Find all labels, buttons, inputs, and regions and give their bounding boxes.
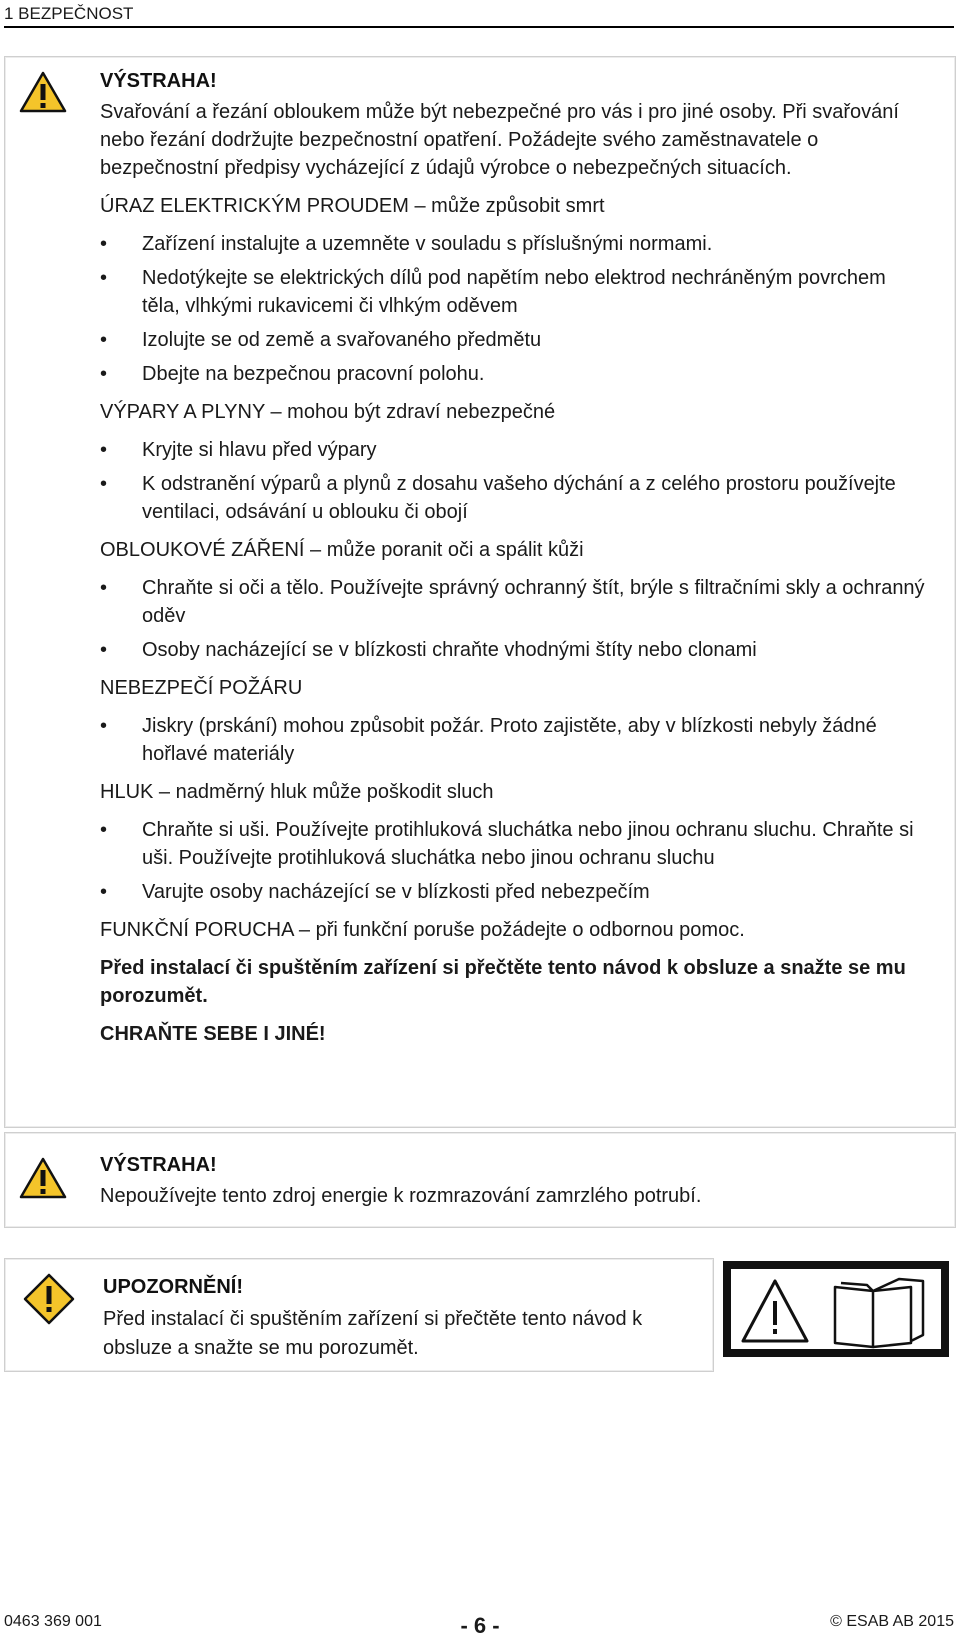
list-item: • Varujte osoby nacházející se v blízkosti před nebezpečím [100, 881, 650, 903]
warning-box-main [4, 56, 956, 1128]
warning-triangle-icon [19, 1157, 67, 1199]
read-manual-text: Před instalací či spuštěním zařízení si přečtěte tento návod k obsluze a snažte se mu porozumět. [100, 957, 906, 1007]
noise-list [100, 816, 929, 906]
caution-content [103, 1273, 687, 1363]
warning-box-pipes [4, 1132, 956, 1228]
fumes-heading: VÝPARY A PLYNY – mohou být zdraví nebezpečné [100, 401, 556, 423]
read-manual-sign-icon [723, 1261, 949, 1357]
warning-intro: Svařování a řezání obloukem může být nebezpečné pro vás i pro jiné osoby. Při svařování nebo řezání dodržujte bezpečnostní opatření. Požádejte svého zaměstnavatele o bezpečnostní předpisy vycházející z údajů výrobce o nebezpečných situacích. [100, 101, 899, 179]
fire-heading: NEBEZPEČÍ POŽÁRU [100, 677, 303, 699]
arc-heading: OBLOUKOVÉ ZÁŘENÍ – může poranit oči a spálit kůži [100, 539, 584, 561]
list-item: • Chraňte si oči a tělo. Používejte správný ochranný štít, brýle s filtračními skly a ochranný oděv [100, 577, 925, 627]
warning-content [100, 67, 929, 1048]
caution-diamond-icon [23, 1273, 75, 1325]
warning-title: VÝSTRAHA! [100, 1154, 217, 1176]
fumes-list [100, 436, 929, 526]
caution-title: UPOZORNĚNÍ! [103, 1276, 243, 1298]
list-item: • Izolujte se od země a svařovaného předmětu [100, 329, 542, 351]
warning-triangle-icon [19, 71, 67, 113]
list-item: • Osoby nacházející se v blízkosti chraňte vhodnými štíty nebo clonami [100, 639, 757, 661]
malfunction-text: FUNKČNÍ PORUCHA – při funkční poruše požádejte o odbornou pomoc. [100, 919, 745, 941]
page-number: - 6 - [460, 1613, 500, 1638]
copyright: © ESAB AB 2015 [830, 1613, 954, 1630]
list-item: • Dbejte na bezpečnou pracovní polohu. [100, 363, 485, 385]
list-item: • Chraňte si uši. Používejte protihluková sluchátka nebo jinou ochranu sluchu. Chraňte si uši. Používejte protihluková sluchátka nebo jinou ochranu sluchu [100, 819, 914, 869]
warning-title: VÝSTRAHA! [100, 70, 217, 92]
warning-pipes-text: Nepoužívejte tento zdroj energie k rozmrazování zamrzlého potrubí. [100, 1185, 702, 1207]
arc-list [100, 574, 929, 664]
electric-heading: ÚRAZ ELEKTRICKÝM PROUDEM – může způsobit smrt [100, 195, 605, 217]
caution-text: Před instalací či spuštěním zařízení si přečtěte tento návod k obsluze a snažte se mu porozumět. [103, 1308, 643, 1359]
noise-heading: HLUK – nadměrný hluk může poškodit sluch [100, 781, 494, 803]
list-item: • Nedotýkejte se elektrických dílů pod napětím nebo elektrod nechráněným povrchem těla, vlhkými rukavicemi či vlhkým oděvem [100, 267, 886, 317]
fire-list [100, 712, 929, 768]
electric-list [100, 230, 929, 388]
list-item: • Jiskry (prskání) mohou způsobit požár. Proto zajistěte, aby v blízkosti nebyly žádné hořlavé materiály [100, 715, 877, 765]
list-item: • Kryjte si hlavu před výpary [100, 439, 377, 461]
document-number: 0463 369 001 [4, 1613, 102, 1630]
list-item: • K odstranění výparů a plynů z dosahu vašeho dýchání a z celého prostoru používejte ventilaci, odsávání u oblouku či obojí [100, 473, 896, 523]
caution-box [4, 1258, 714, 1372]
list-item: • Zařízení instalujte a uzemněte v souladu s příslušnými normami. [100, 233, 713, 255]
warning-pipes-content [100, 1151, 929, 1210]
protect-text: CHRAŇTE SEBE I JINÉ! [100, 1023, 326, 1045]
section-header: 1 BEZPEČNOST [4, 4, 954, 28]
